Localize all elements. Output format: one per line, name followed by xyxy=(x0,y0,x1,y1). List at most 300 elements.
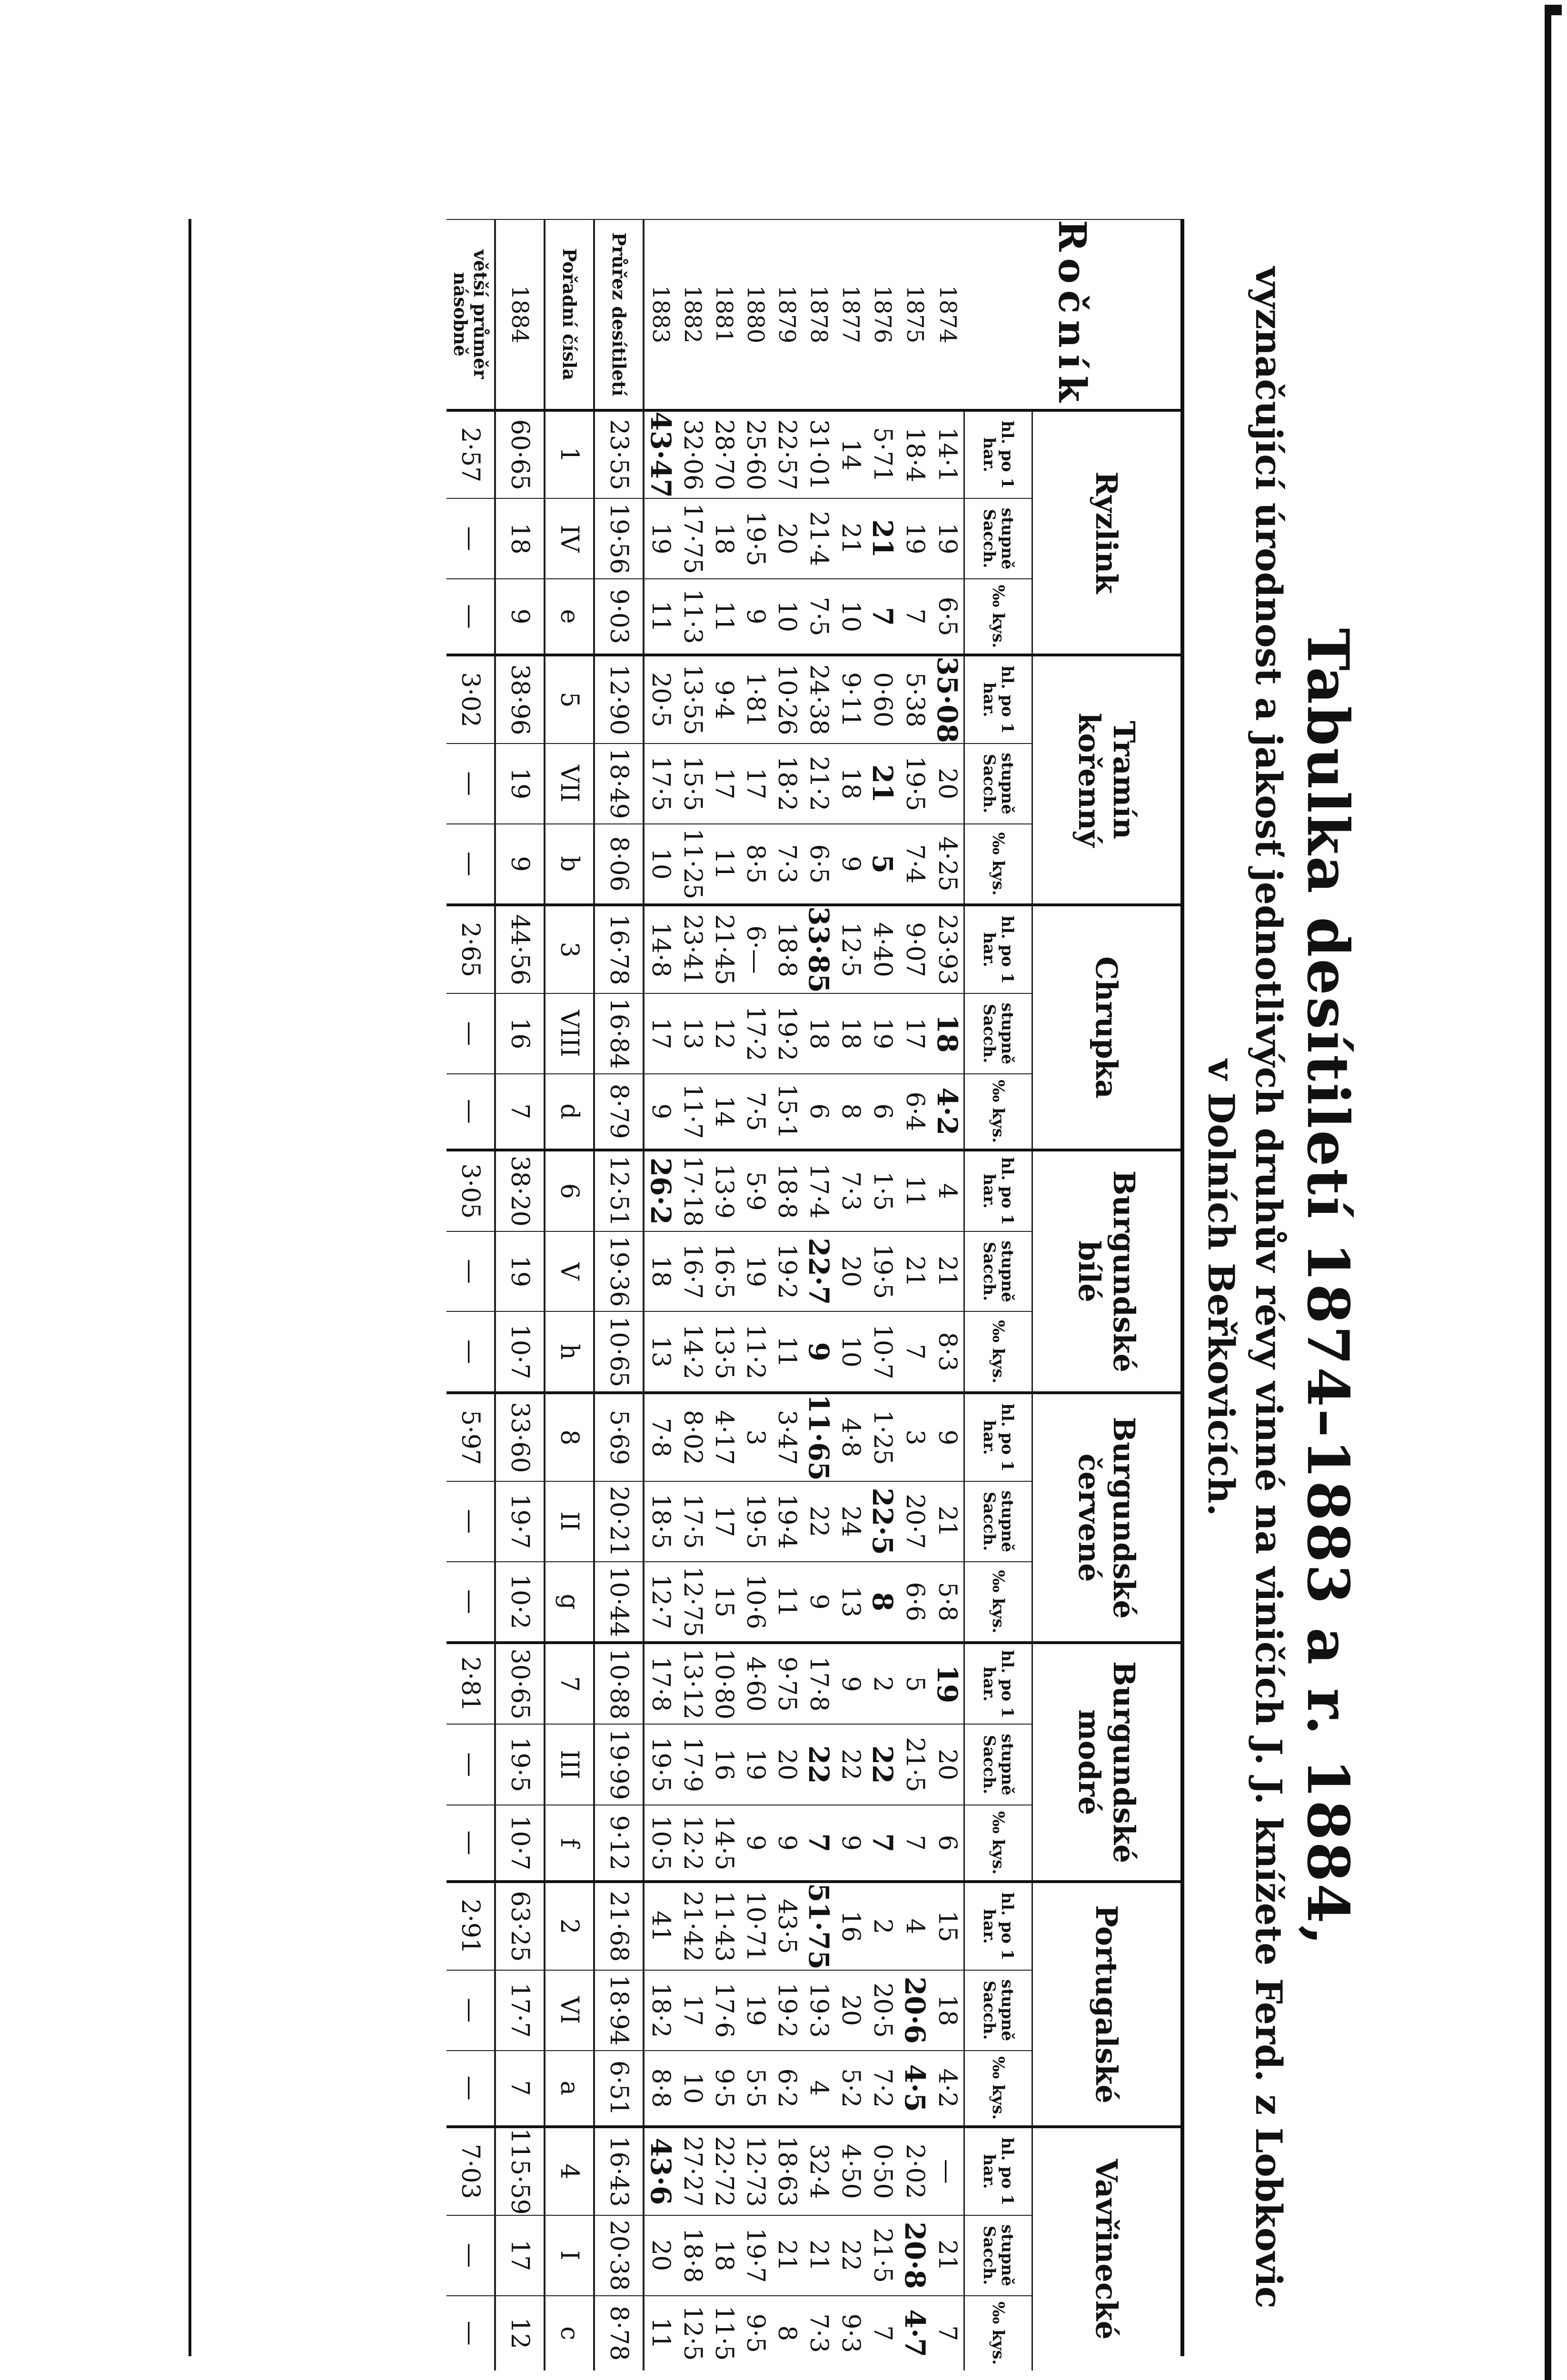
table-cell: 10·7 xyxy=(495,1805,545,1882)
table-cell: 3 xyxy=(545,905,594,993)
variety-header-row xyxy=(1032,219,1181,2370)
table-cell: 63·25 xyxy=(495,1882,545,1970)
table-cell: 44·56 xyxy=(495,905,545,993)
table-cell: 3 xyxy=(740,1393,771,1481)
table-cell: 4·17 xyxy=(708,1393,740,1481)
table-cell: 14 xyxy=(835,410,866,499)
table-cell: 8·06 xyxy=(594,824,644,905)
table-cell: 19·5 xyxy=(740,498,771,579)
table-cell: 19·5 xyxy=(644,1724,677,1805)
table-cell: 8 xyxy=(545,1393,594,1481)
table-cell: 8·02 xyxy=(677,1393,708,1481)
table-cell: 9 xyxy=(835,824,866,905)
table-cell: 4 xyxy=(899,1882,931,1970)
table-cell: 7·3 xyxy=(803,2296,835,2371)
table-cell: h xyxy=(545,1311,594,1393)
table-cell: 13·9 xyxy=(708,1150,740,1231)
table-cell: 38·20 xyxy=(495,1150,545,1231)
table-cell: 5 xyxy=(866,824,899,905)
table-cell: 10·26 xyxy=(771,655,803,744)
column-subheader: hl. po 1 har. xyxy=(964,1643,1032,1724)
row-label: 1878 xyxy=(803,219,835,410)
table-cell: 1·81 xyxy=(740,655,771,744)
table-cell: 10 xyxy=(677,2051,708,2127)
table-cell: 6·5 xyxy=(931,579,964,655)
table-cell: 9 xyxy=(835,1805,866,1882)
row-label: 1881 xyxy=(708,219,740,410)
table-cell: 27·27 xyxy=(677,2127,708,2215)
table-cell: 5·38 xyxy=(899,655,931,744)
table-cell: 18 xyxy=(931,1970,964,2051)
table-cell: 1 xyxy=(545,410,594,499)
table-cell: — xyxy=(446,1805,495,1882)
table-cell: 16 xyxy=(835,1882,866,1970)
table-cell: 8 xyxy=(835,1074,866,1150)
table-cell: 17 xyxy=(740,744,771,824)
table-cell: 17 xyxy=(677,1970,708,2051)
yield-table xyxy=(446,219,1180,2370)
table-cell: 4·25 xyxy=(931,824,964,905)
table-cell: 13·12 xyxy=(677,1643,708,1724)
table-cell: 23·55 xyxy=(594,410,644,499)
table-cell: IV xyxy=(545,498,594,579)
table-row xyxy=(803,219,835,2370)
table-cell: 7·3 xyxy=(835,1150,866,1231)
table-cell: 18·5 xyxy=(644,1481,677,1562)
table-cell: 6·6 xyxy=(899,1562,931,1643)
table-cell: — xyxy=(446,1074,495,1150)
table-cell: 51·75 xyxy=(803,1882,835,1970)
table-cell: 14·5 xyxy=(708,1805,740,1882)
table-cell: 19 xyxy=(740,1724,771,1805)
table-cell: 18·8 xyxy=(677,2215,708,2296)
table-cell: b xyxy=(545,824,594,905)
table-cell: 8·78 xyxy=(594,2296,644,2371)
table-cell: 43·47 xyxy=(644,410,677,499)
table-cell: 5·97 xyxy=(446,1393,495,1481)
table-cell: 21·68 xyxy=(594,1882,644,1970)
table-cell: 9·03 xyxy=(594,579,644,655)
table-cell: 21·4 xyxy=(803,498,835,579)
table-cell: 17 xyxy=(644,993,677,1074)
table-cell: — xyxy=(446,744,495,824)
table-cell: 1·25 xyxy=(866,1393,899,1481)
table-cell: III xyxy=(545,1724,594,1805)
table-cell: 10 xyxy=(771,579,803,655)
table-row xyxy=(866,219,899,2370)
table-cell: 4·40 xyxy=(866,905,899,993)
variety-header: Burgundské červené xyxy=(1032,1393,1181,1643)
table-cell: 18·2 xyxy=(771,744,803,824)
table-cell: 11·7 xyxy=(677,1074,708,1150)
table-cell: 17·6 xyxy=(708,1970,740,2051)
table-cell: 19·3 xyxy=(803,1970,835,2051)
page-title: Tabulka desítiletí 1874–1883 a r. 1884, xyxy=(1294,628,1361,1947)
table-cell: 9 xyxy=(835,1643,866,1724)
table-cell: 18 xyxy=(931,993,964,1074)
table-cell: 11·5 xyxy=(708,2296,740,2371)
table-cell: 20·5 xyxy=(644,655,677,744)
table-cell: 19·5 xyxy=(495,1724,545,1805)
row-label: Průřez desítiletí xyxy=(594,219,644,410)
table-cell: 6 xyxy=(931,1805,964,1882)
table-cell: 10·5 xyxy=(644,1805,677,1882)
page-subtitle: vyznačující úrodnost a jakosť jednotlivých druhův révy vinné na viničích J. J. knížete Ferd. z Lobkovic xyxy=(1248,267,1290,2309)
table-cell: 16·5 xyxy=(708,1231,740,1312)
table-cell: — xyxy=(446,498,495,579)
table-cell: 12 xyxy=(708,993,740,1074)
table-body xyxy=(446,219,964,2370)
column-subheader: stupně Sacch. xyxy=(964,1970,1032,2051)
table-cell: 6·4 xyxy=(899,1074,931,1150)
table-cell: 6·51 xyxy=(594,2051,644,2127)
table-cell: 31·01 xyxy=(803,410,835,499)
table-cell: 14·1 xyxy=(931,410,964,499)
variety-header: Chrupka xyxy=(1032,905,1181,1150)
table-cell: 8·3 xyxy=(931,1311,964,1393)
table-cell: 5 xyxy=(545,655,594,744)
table-row xyxy=(931,219,964,2370)
table-cell: — xyxy=(446,1724,495,1805)
table-cell: 9 xyxy=(803,1562,835,1643)
table-cell: 13·55 xyxy=(677,655,708,744)
table-cell: 17·2 xyxy=(740,993,771,1074)
table-cell: 19 xyxy=(740,1970,771,2051)
table-cell: VI xyxy=(545,1970,594,2051)
variety-header: Portugalské xyxy=(1032,1882,1181,2127)
row-label: Pořadní čísla xyxy=(545,219,594,410)
table-cell: 17·18 xyxy=(677,1150,708,1231)
table-cell: 12·7 xyxy=(644,1562,677,1643)
table-cell: 7 xyxy=(866,579,899,655)
table-cell: 10·6 xyxy=(740,1562,771,1643)
table-cell: 18 xyxy=(708,2215,740,2296)
table-cell: 7·2 xyxy=(866,2051,899,2127)
table-cell: 10 xyxy=(644,824,677,905)
table-cell: 10 xyxy=(835,579,866,655)
table-cell: 115·59 xyxy=(495,2127,545,2215)
table-cell: 19 xyxy=(931,498,964,579)
table-cell: 21·5 xyxy=(866,2215,899,2296)
table-cell: 4·5 xyxy=(899,2051,931,2127)
table-cell: 8·8 xyxy=(644,2051,677,2127)
table-cell: 9·07 xyxy=(899,905,931,993)
table-cell: 60·65 xyxy=(495,410,545,499)
table-cell: — xyxy=(446,2215,495,2296)
variety-header: Vavřinecké xyxy=(1032,2127,1181,2370)
table-cell: a xyxy=(545,2051,594,2127)
row-label: 1877 xyxy=(835,219,866,410)
table-cell: 6·— xyxy=(740,905,771,993)
table-cell: 10·7 xyxy=(866,1311,899,1393)
table-cell: 21 xyxy=(771,2215,803,2296)
table-cell: — xyxy=(446,1231,495,1312)
table-cell: — xyxy=(446,2296,495,2371)
table-top-rule xyxy=(1180,219,1184,2356)
table-cell: 3·05 xyxy=(446,1150,495,1231)
table-cell: 9 xyxy=(771,1805,803,1882)
row-label: 1883 xyxy=(644,219,677,410)
table-cell: 15 xyxy=(931,1882,964,1970)
table-cell: 20·21 xyxy=(594,1481,644,1562)
table-cell: 2 xyxy=(545,1882,594,1970)
table-cell: 19·99 xyxy=(594,1724,644,1805)
row-label: 1884 xyxy=(495,219,545,410)
table-cell: 19 xyxy=(495,1231,545,1312)
table-cell: 5·71 xyxy=(866,410,899,499)
table-cell: 15·5 xyxy=(677,744,708,824)
row-label: 1875 xyxy=(899,219,931,410)
table-cell: 9·5 xyxy=(740,2296,771,2371)
table-cell: 2·65 xyxy=(446,905,495,993)
table-cell: 17·4 xyxy=(803,1150,835,1231)
table-cell: 19·7 xyxy=(740,2215,771,2296)
table-cell: 17 xyxy=(708,1481,740,1562)
table-cell: 4 xyxy=(803,2051,835,2127)
column-subheader: ‰ kys. xyxy=(964,2051,1032,2127)
table-cell: 21 xyxy=(803,2215,835,2296)
table-cell: 38·96 xyxy=(495,655,545,744)
table-cell: 20·6 xyxy=(899,1970,931,2051)
table-cell: 20 xyxy=(835,1970,866,2051)
table-row xyxy=(495,219,545,2370)
table-cell: 43·6 xyxy=(644,2127,677,2215)
table-cell: f xyxy=(545,1805,594,1882)
table-cell: 20·8 xyxy=(899,2215,931,2296)
table-cell: V xyxy=(545,1231,594,1312)
table-cell: 4·60 xyxy=(740,1643,771,1724)
table-cell: 18 xyxy=(495,498,545,579)
table-cell: 22 xyxy=(803,1724,835,1805)
table-cell: 20·5 xyxy=(866,1970,899,2051)
table-cell: 12·75 xyxy=(677,1562,708,1643)
table-cell: 16·43 xyxy=(594,2127,644,2215)
table-cell: 6·5 xyxy=(803,824,835,905)
table-cell: 19 xyxy=(931,1643,964,1724)
column-subheader: hl. po 1 har. xyxy=(964,1150,1032,1231)
table-cell: — xyxy=(446,1970,495,2051)
table-cell: 2 xyxy=(866,1882,899,1970)
table-cell: 6 xyxy=(545,1150,594,1231)
table-cell: 19·2 xyxy=(771,993,803,1074)
table-cell: 5 xyxy=(899,1643,931,1724)
table-cell: 10·71 xyxy=(740,1882,771,1970)
table-cell: 9 xyxy=(740,579,771,655)
variety-header: Burgundské modré xyxy=(1032,1643,1181,1882)
table-cell: 12·51 xyxy=(594,1150,644,1231)
table-cell: 19·56 xyxy=(594,498,644,579)
table-cell: 8 xyxy=(866,1562,899,1643)
table-cell: 32·06 xyxy=(677,410,708,499)
column-subheader: hl. po 1 har. xyxy=(964,1882,1032,1970)
table-cell: — xyxy=(446,579,495,655)
table-cell: 18 xyxy=(803,993,835,1074)
table-cell: — xyxy=(446,824,495,905)
table-cell: 9·12 xyxy=(594,1805,644,1882)
table-row xyxy=(677,219,708,2370)
column-subheader: hl. po 1 har. xyxy=(964,410,1032,499)
column-subheader: stupně Sacch. xyxy=(964,744,1032,824)
table-cell: 11 xyxy=(771,1562,803,1643)
table-cell: 4 xyxy=(931,1150,964,1231)
table-cell: 19 xyxy=(740,1231,771,1312)
table-cell: 35·08 xyxy=(931,655,964,744)
table-cell: 7·4 xyxy=(899,824,931,905)
table-cell: 11 xyxy=(899,1150,931,1231)
table-cell: 9 xyxy=(644,1074,677,1150)
table-cell: 19 xyxy=(644,498,677,579)
table-cell: 9·75 xyxy=(771,1643,803,1724)
table-cell: 13 xyxy=(644,1311,677,1393)
table-cell: 7 xyxy=(899,579,931,655)
table-cell: 17 xyxy=(495,2215,545,2296)
table-cell: 5·9 xyxy=(740,1150,771,1231)
table-cell: 19·5 xyxy=(866,1231,899,1312)
table-cell: 12 xyxy=(495,2296,545,2371)
table-cell: 21·42 xyxy=(677,1882,708,1970)
table-cell: 16·78 xyxy=(594,905,644,993)
table-cell: 17 xyxy=(708,744,740,824)
table-cell: 16 xyxy=(708,1724,740,1805)
table-cell: e xyxy=(545,579,594,655)
table-cell: 19·7 xyxy=(495,1481,545,1562)
table-cell: 22 xyxy=(835,1724,866,1805)
page-subtitle-location: v Dolních Beřkovicích. xyxy=(1200,1059,1242,1517)
table-cell: 22 xyxy=(866,1724,899,1805)
table-cell: 23·41 xyxy=(677,905,708,993)
column-subheader: stupně Sacch. xyxy=(964,2215,1032,2296)
column-subheader: ‰ kys. xyxy=(964,824,1032,905)
rotated-page xyxy=(71,205,1380,2370)
table-cell: — xyxy=(446,1481,495,1562)
table-cell: 8·79 xyxy=(594,1074,644,1150)
table-cell: 18·63 xyxy=(771,2127,803,2215)
table-cell: 7 xyxy=(803,1805,835,1882)
table-cell: 19·5 xyxy=(740,1481,771,1562)
column-subheader: ‰ kys. xyxy=(964,1074,1032,1150)
table-cell: 10·44 xyxy=(594,1562,644,1643)
table-cell: 23·93 xyxy=(931,905,964,993)
table-cell: 2·57 xyxy=(446,410,495,499)
table-cell: c xyxy=(545,2296,594,2371)
table-cell: 7 xyxy=(545,1643,594,1724)
table-cell: — xyxy=(446,2051,495,2127)
table-cell: 22·72 xyxy=(708,2127,740,2215)
table-cell: 20 xyxy=(931,744,964,824)
table-cell: 3 xyxy=(899,1393,931,1481)
table-cell: g xyxy=(545,1562,594,1643)
table-cell: 3·47 xyxy=(771,1393,803,1481)
table-cell: 2·91 xyxy=(446,1882,495,1970)
table-cell: 10·80 xyxy=(708,1643,740,1724)
table-cell: 0·60 xyxy=(866,655,899,744)
table-cell: 7·5 xyxy=(803,579,835,655)
table-cell: 41 xyxy=(644,1882,677,1970)
column-subheader: stupně Sacch. xyxy=(964,1481,1032,1562)
table-cell: 7 xyxy=(899,1311,931,1393)
table-cell: 10·7 xyxy=(495,1311,545,1393)
table-cell: 11·2 xyxy=(740,1311,771,1393)
table-cell: 7·8 xyxy=(644,1393,677,1481)
table-row xyxy=(771,219,803,2370)
table-cell: 10·2 xyxy=(495,1562,545,1643)
table-cell: 20·7 xyxy=(899,1481,931,1562)
year-header: Ročník xyxy=(964,219,1181,410)
table-cell: 4 xyxy=(545,2127,594,2215)
column-subheader: ‰ kys. xyxy=(964,1805,1032,1882)
table-cell: 14·2 xyxy=(677,1311,708,1393)
table-cell: 5·5 xyxy=(740,2051,771,2127)
table-cell: 3·02 xyxy=(446,655,495,744)
table-cell: 7·5 xyxy=(740,1074,771,1150)
table-row xyxy=(644,219,677,2370)
table-cell: II xyxy=(545,1481,594,1562)
table-cell: 9 xyxy=(931,1393,964,1481)
table-cell: 7·3 xyxy=(771,824,803,905)
table-cell: 14·8 xyxy=(644,905,677,993)
table-cell: 12·73 xyxy=(740,2127,771,2215)
table-cell: 21 xyxy=(931,1481,964,1562)
table-cell: VIII xyxy=(545,993,594,1074)
table-cell: 5·8 xyxy=(931,1562,964,1643)
table-cell: 7 xyxy=(931,2296,964,2371)
table-cell: 19 xyxy=(866,993,899,1074)
table-cell: 32·4 xyxy=(803,2127,835,2215)
column-subheader: hl. po 1 har. xyxy=(964,655,1032,744)
column-subheader: hl. po 1 har. xyxy=(964,1393,1032,1481)
table-cell: 4·8 xyxy=(835,1393,866,1481)
table-cell: 16 xyxy=(495,993,545,1074)
table-cell: 11 xyxy=(708,824,740,905)
table-cell: — xyxy=(931,2127,964,2215)
column-subheader: ‰ kys. xyxy=(964,579,1032,655)
table-cell: 17·5 xyxy=(644,744,677,824)
table-cell: 10·65 xyxy=(594,1311,644,1393)
table-cell: 25·60 xyxy=(740,410,771,499)
column-subheader: ‰ kys. xyxy=(964,2296,1032,2371)
column-subheader: stupně Sacch. xyxy=(964,993,1032,1074)
table-cell: 18·8 xyxy=(771,1150,803,1231)
table-cell: 17·5 xyxy=(677,1481,708,1562)
table-cell: 24·38 xyxy=(803,655,835,744)
table-cell: 22 xyxy=(835,2215,866,2296)
table-cell: 22 xyxy=(803,1481,835,1562)
table-cell: 17 xyxy=(899,993,931,1074)
table-cell: — xyxy=(446,993,495,1074)
table-cell: 18 xyxy=(644,1231,677,1312)
table-cell: 33·85 xyxy=(803,905,835,993)
table-cell: 2·81 xyxy=(446,1643,495,1724)
table-cell: 9 xyxy=(495,824,545,905)
table-cell: 20·38 xyxy=(594,2215,644,2296)
table-cell: 4·2 xyxy=(931,1074,964,1150)
table-cell: 21·5 xyxy=(899,1724,931,1805)
table-cell: 21 xyxy=(899,1231,931,1312)
table-cell: 17·9 xyxy=(677,1724,708,1805)
table-cell: 19·2 xyxy=(771,1231,803,1312)
table-cell: 10·88 xyxy=(594,1643,644,1724)
table-cell: 28·70 xyxy=(708,410,740,499)
table-cell: 9 xyxy=(740,1805,771,1882)
table-cell: 11 xyxy=(644,579,677,655)
table-cell: 11·25 xyxy=(677,824,708,905)
table-cell: — xyxy=(446,1311,495,1393)
table-cell: 12·5 xyxy=(835,905,866,993)
table-cell: 7 xyxy=(866,2296,899,2371)
table-cell: 19·2 xyxy=(771,1970,803,2051)
page-border xyxy=(1545,7,1551,2380)
variety-header: Tramín kořenný xyxy=(1032,655,1181,905)
